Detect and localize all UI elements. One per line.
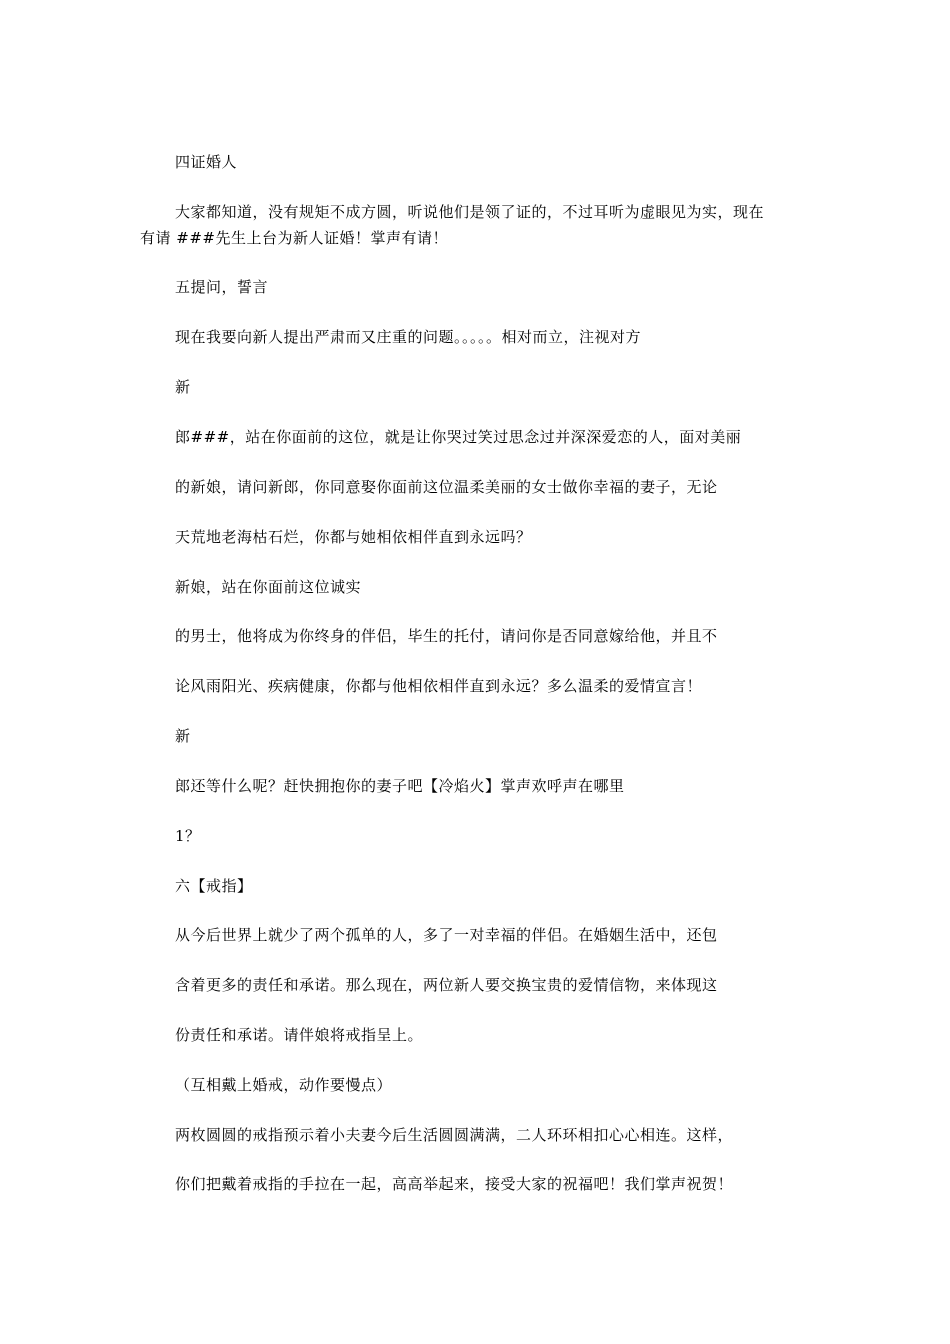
paragraph-line: 大家都知道，没有规矩不成方圆，听说他们是领了证的，不过耳听为虚眼见为实，现在 (175, 203, 765, 221)
paragraph-line: 论风雨阳光、疾病健康，你都与他相依相伴直到永远？多么温柔的爱情宣言！ (175, 677, 703, 695)
paragraph-line: 份责任和承诺。请伴娘将戒指呈上。 (175, 1026, 424, 1044)
paragraph-line: 郎还等什么呢？赶快拥抱你的妻子吧【冷焰火】掌声欢呼声在哪里 (175, 777, 625, 795)
paragraph-line: 含着更多的责任和承诺。那么现在，两位新人要交换宝贵的爱情信物，来体现这 (175, 976, 718, 994)
paragraph-line: 新 (175, 727, 191, 745)
paragraph-line: 现在我要向新人提出严肃而又庄重的问题。。。。。相对而立，注视对方 (175, 328, 642, 346)
paragraph-line: 1？ (175, 827, 201, 845)
paragraph-line: 天荒地老海枯石烂，你都与她相依相伴直到永远吗？ (175, 528, 532, 546)
section-heading-vows: 五提问，誓言 (175, 278, 269, 296)
section-heading-witness: 四证婚人 (175, 153, 238, 171)
paragraph-line: 有请 ###先生上台为新人证婚！掌声有请！ (140, 229, 448, 247)
paragraph-line: 两枚圆圆的戒指预示着小夫妻今后生活圆圆满满，二人环环相扣心心相连。这样， (175, 1126, 734, 1144)
paragraph-line: 的男士，他将成为你终身的伴侣，毕生的托付，请问你是否同意嫁给他，并且不 (175, 627, 718, 645)
stage-direction: （互相戴上婚戒，动作要慢点） (175, 1076, 393, 1094)
paragraph-line: 郎###，站在你面前的这位，就是让你哭过笑过思念过并深深爱恋的人，面对美丽 (175, 428, 742, 446)
paragraph-line: 从今后世界上就少了两个孤单的人，多了一对幸福的伴侣。在婚姻生活中，还包 (175, 926, 718, 944)
paragraph-line: 你们把戴着戒指的手拉在一起，高高举起来，接受大家的祝福吧！我们掌声祝贺！ (175, 1175, 734, 1193)
paragraph-line: 的新娘，请问新郎，你同意娶你面前这位温柔美丽的女士做你幸福的妻子，无论 (175, 478, 718, 496)
paragraph-line: 新 (175, 378, 191, 396)
paragraph-line: 新娘，站在你面前这位诚实 (175, 578, 362, 596)
section-heading-rings: 六【戒指】 (175, 877, 253, 895)
